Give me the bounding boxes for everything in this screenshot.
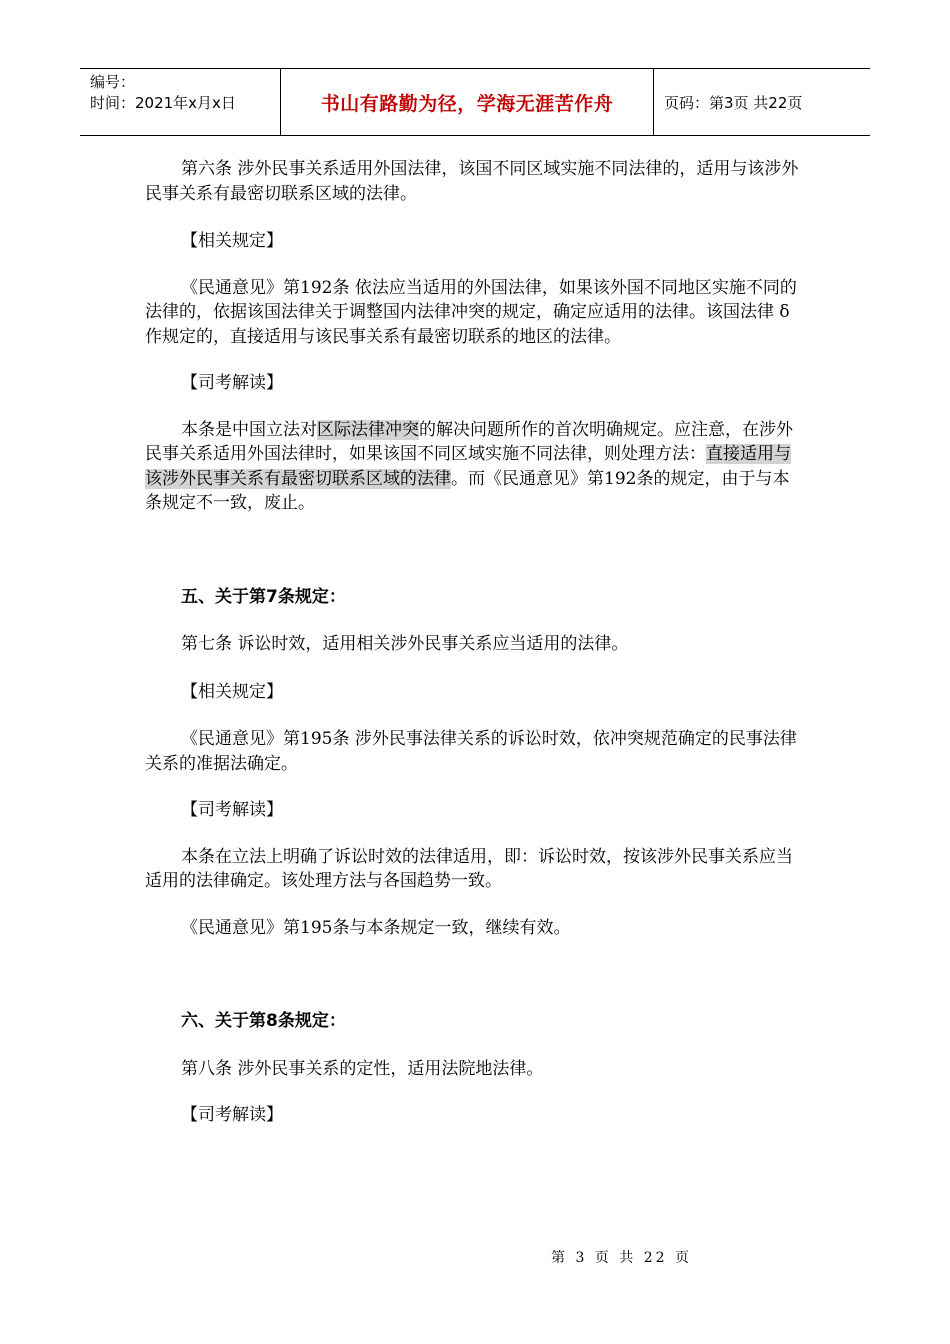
rule-192-paragraph: 《民通意见》第192条 依法应当适用的外国法律，如果该外国不同地区实施不同的法律的，依据该国法律关于调整国内法律冲突的规定，确定应适用的法律。该国法律 δ 作规定的，直接适用与该民事关系有最密切联系的地区的法律。 — [145, 277, 797, 347]
interpretation-heading: 【司考解读】 — [181, 800, 283, 820]
section-5-heading: 五、关于第7条规定： — [181, 586, 346, 607]
interpretation-text-part: 本条是中国立法对 — [181, 419, 317, 440]
interpretation-heading: 【司考解读】 — [181, 373, 283, 393]
rule-195-validity-note: 《民通意见》第195条与本条规定一致，继续有效。 — [181, 917, 571, 938]
interpretation-paragraph — [145, 418, 805, 516]
page-footer: 第 3 页 共 22 页 — [551, 1250, 692, 1266]
related-rules-heading: 【相关规定】 — [181, 681, 283, 702]
interpretation-text-part: 。而《民通意见》第192条的规定，由于与本条规定不一致，废止。 — [145, 468, 790, 513]
document-date: 时间：2021年x月x日 — [90, 94, 236, 112]
related-rules-heading: 【相关规定】 — [181, 231, 283, 251]
article-6-text: 第六条 涉外民事关系适用外国法律，该国不同区域实施不同法律的，适用与该涉外民事关系有最密切联系区域的法律。 — [145, 159, 799, 204]
header-page-info: 页码：第3页 共22页 — [664, 93, 803, 112]
article-8-text: 第八条 涉外民事关系的定性，适用法院地法律。 — [181, 1058, 544, 1079]
header-meta — [80, 69, 281, 135]
highlighted-rule: 直接适用与该涉外民事关系有最密切联系区域的法律 — [145, 444, 791, 489]
highlighted-term: 区际法律冲突 — [317, 419, 419, 440]
interpretation-text-part: 的解决问题所作的首次明确规定。应注意，在涉外民事关系适用外国法律时，如果该国不同区域实施不同法律，则处理方法： — [145, 419, 793, 464]
interpretation-heading: 【司考解读】 — [181, 1105, 283, 1125]
section-6-heading: 六、关于第8条规定： — [181, 1011, 346, 1031]
header-motto: 书山有路勤为径，学海无涯苦作舟 — [281, 69, 654, 135]
rule-195-paragraph: 《民通意见》第195条 涉外民事法律关系的诉讼时效，依冲突规范确定的民事法律关系的准据法确定。 — [145, 729, 797, 774]
page-header — [80, 68, 870, 136]
interpretation-paragraph: 本条在立法上明确了诉讼时效的法律适用，即：诉讼时效，按该涉外民事关系应当适用的法律确定。该处理方法与各国趋势一致。 — [145, 846, 793, 891]
article-7-text: 第七条 诉讼时效，适用相关涉外民事关系应当适用的法律。 — [181, 634, 629, 654]
document-number-label: 编号： — [90, 73, 136, 91]
document-body — [145, 157, 805, 1128]
